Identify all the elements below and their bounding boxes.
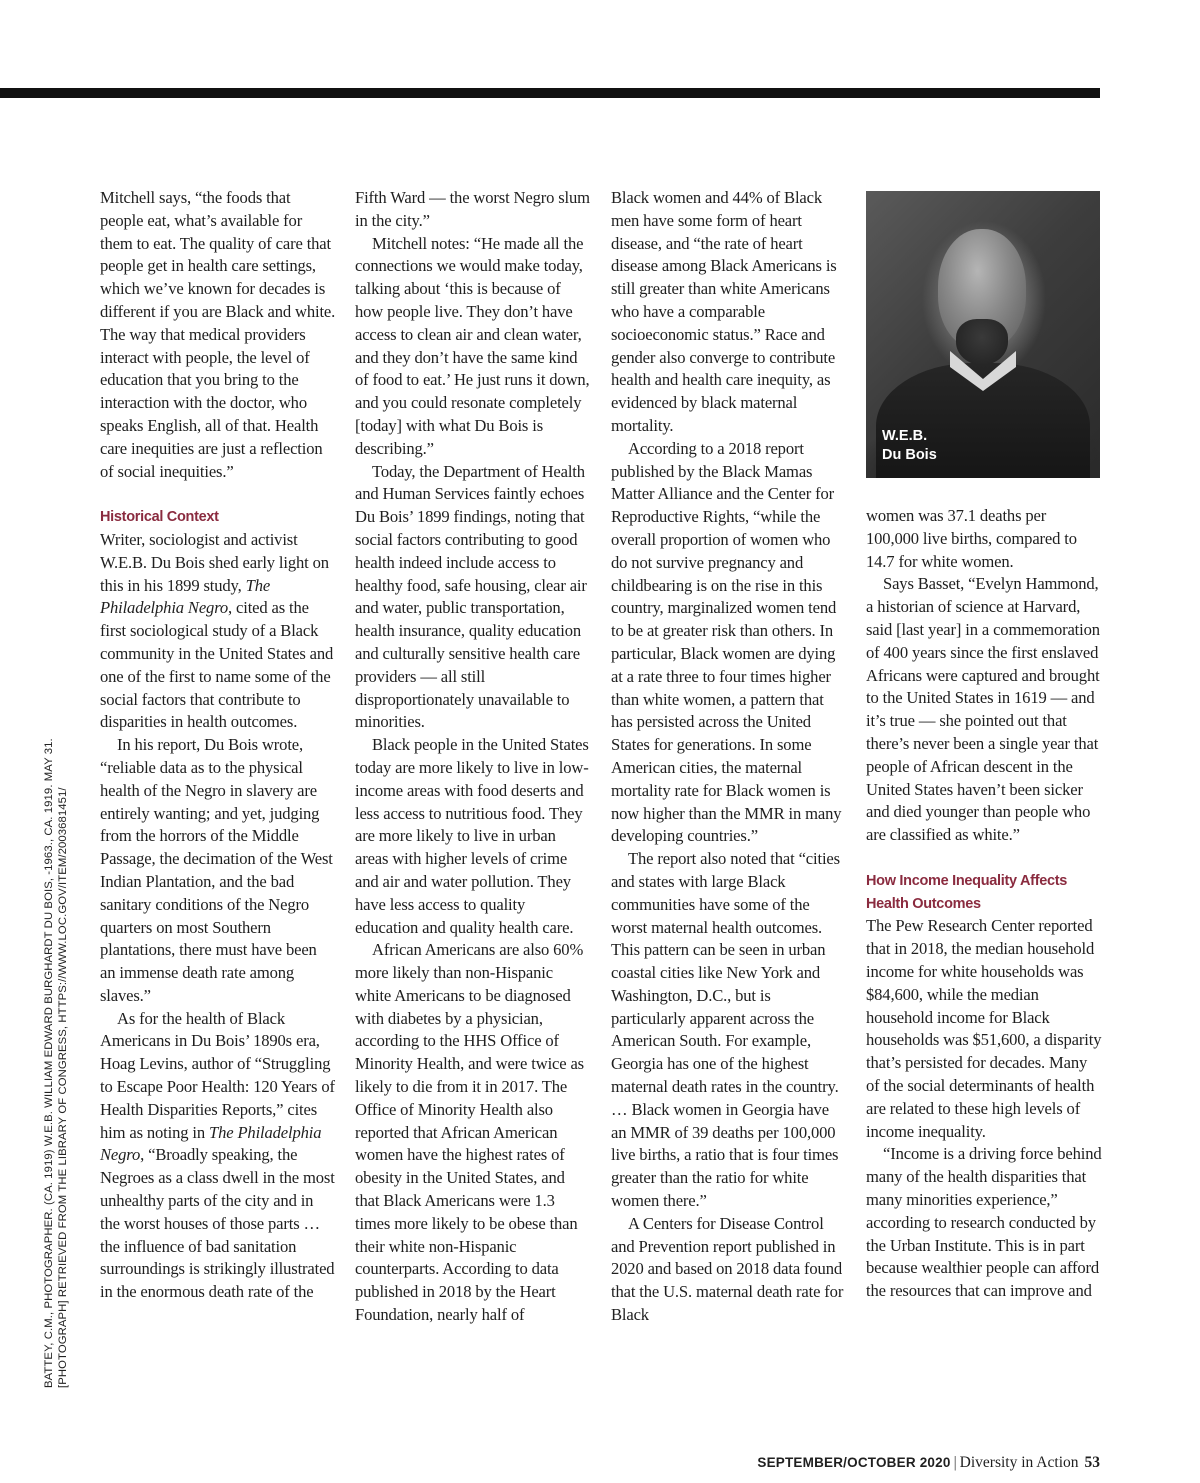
paragraph: Writer, sociologist and activist W.E.B. Du Bois shed early light on this in his 1899 study, The Philadelphia Negro, cited as the first sociological study of a Black community in the United States and one of the first to name some of the social factors that contribute to disparities in health outcomes. bbox=[100, 529, 334, 732]
subhead-income-inequality: How Income Inequality Affects Health Outcomes bbox=[866, 872, 1068, 912]
paragraph: As for the health of Black Americans in Du Bois’ 1890s era, Hoag Levins, author of “Struggling to Escape Poor Health: 120 Years of Health Disparities Reports,” cites him as noting in The Philadelphia Negro, “Broadly speaking, the Negroes as a class dwell in the most unhealthy parts of the city and in the worst houses of those parts … the influence of bad sanitation surroundings is strikingly illustrated in the enormous death rate of the bbox=[100, 1008, 335, 1302]
paragraph: Fifth Ward — the worst Negro slum in the city.” bbox=[355, 188, 590, 230]
paragraph: According to a 2018 report published by the Black Mamas Matter Alliance and the Center for Reproductive Rights, “while the overall proportion of women who do not survive pregnancy and childbearing is on the rise in this country, marginalized women tend to be at greater risk than others. In particular, Black women are dying at a rate three to four times higher than white women, a pattern that has persisted across the United States for generations. In some American cities, the maternal mortality rate for Black women is now higher than the MMR in many developing countries.” bbox=[611, 438, 842, 846]
paragraph: Says Basset, “Evelyn Hammond, a historian of science at Harvard, said [last year] in a commemoration of 400 years since the first enslaved Africans were captured and brought to the United States in 1619 — and it’s true — she pointed out that there’s never been a single year that people of African descent in the United States haven’t been sicker and died younger than people who are classified as white.” bbox=[866, 574, 1100, 845]
book-title: The Philadelphia Negro bbox=[100, 575, 271, 618]
page-number: 53 bbox=[1084, 1454, 1100, 1471]
paragraph: Mitchell notes: “He made all the connections we would make today, talking about ‘this is because of how people live. They don’t have access to clean air and clean water, and they don’t have the same kind of food to eat.’ He just runs it down, and you could resonate completely [today] with what Du Bois is describing.” bbox=[355, 233, 590, 458]
article-column-2 bbox=[355, 187, 591, 1327]
photo-credit-line-2: [PHOTOGRAPH] RETRIEVED FROM THE LIBRARY OF CONGRESS, HTTPS://WWW.LOC.GOV/ITEM/2003681451/ bbox=[57, 787, 69, 1388]
photo-credit bbox=[42, 728, 70, 1388]
paragraph: African Americans are also 60% more likely than non-Hispanic white Americans to be diagnosed with diabetes by a physician, according to the HHS Office of Minority Health, and were twice as likely to die from it in 2017. The Office of Minority Health also reported that African American women have the highest rates of obesity in the United States, and that Black Americans were 1.3 times more likely to be obese than their white non-Hispanic counterparts. According to data published in 2018 by the Heart Foundation, nearly half of bbox=[355, 940, 584, 1325]
article-column-3 bbox=[611, 187, 847, 1327]
paragraph: The report also noted that “cities and states with large Black communities have some of the worst maternal health outcomes. This pattern can be seen in urban coastal cities like New York and Washington, D.C., but is particularly apparent across the American South. For example, Georgia has one of the highest maternal death rates in the country. … Black women in Georgia have an MMR of 39 deaths per 100,000 live births, a ratio that is four times greater than the ratio for white women there.” bbox=[611, 849, 840, 1211]
paragraph: Black people in the United States today are more likely to live in low-income areas with food deserts and less access to nutritious food. They are more likely to live in urban areas with higher levels of crime and air and water pollution. They have less access to quality education and quality health care. bbox=[355, 735, 589, 937]
publication-name: Diversity in Action bbox=[959, 1454, 1079, 1471]
paragraph: women was 37.1 deaths per 100,000 live births, compared to 14.7 for white women. bbox=[866, 506, 1077, 571]
paragraph: In his report, Du Bois wrote, “reliable data as to the physical health of the Negro in slavery are entirely wanting; and yet, judging from the horrors of the Middle Passage, the decimation of the West Indian Plantation, and the bad sanitary conditions of the Negro quarters on most Southern plantations, there must have been an immense death rate among slaves.” bbox=[100, 735, 333, 1005]
paragraph: “Income is a driving force behind many of the health disparities that many minorities experience,” according to research conducted by the Urban Institute. This is in part because wealthier people can afford the resources that can improve and bbox=[866, 1144, 1102, 1301]
article-column-1 bbox=[100, 187, 336, 1304]
issue-date: SEPTEMBER/OCTOBER 2020 bbox=[757, 1455, 951, 1470]
paragraph: Today, the Department of Health and Human Services faintly echoes Du Bois’ 1899 findings, noting that social factors contributing to good health indeed include access to healthy food, safe housing, clear air and water, public transportation, health insurance, quality education and culturally sensitive health care providers — all still disproportionately unavailable to minorities. bbox=[355, 461, 587, 732]
top-rule bbox=[0, 88, 1100, 98]
book-title: The Philadelphia Negro bbox=[100, 1122, 322, 1165]
paragraph: Mitchell says, “the foods that people eat, what’s available for them to eat. The quality of care that people get in health care settings, which we’ve known for decades is different if you are Black and white. The way that medical providers interact with people, the level of education that you bring to the interaction with the doctor, who speaks English, all of that. Health care inequities are just a reflection of social inequities.” bbox=[100, 188, 336, 481]
photo-credit-line-1: BATTEY, C.M., PHOTOGRAPHER. (CA. 1919) W.E.B. WILLIAM EDWARD BURGHARDT DU BOIS, -1963., CA. 1919. MAY 31. bbox=[43, 738, 55, 1388]
du-bois-portrait-photo bbox=[866, 191, 1100, 478]
subhead-historical-context: Historical Context bbox=[100, 509, 219, 526]
photo-caption: W.E.B. Du Bois bbox=[882, 428, 937, 463]
paragraph: A Centers for Disease Control and Prevention report published in 2020 and based on 2018 data found that the U.S. maternal death rate for Black bbox=[611, 1213, 844, 1325]
page-footer bbox=[757, 1453, 1100, 1473]
footer-separator: | bbox=[953, 1454, 957, 1471]
article-column-4 bbox=[866, 505, 1102, 1303]
paragraph: Black women and 44% of Black men have some form of heart disease, and “the rate of heart disease among Black Americans is still greater than white Americans who have a comparable socioeconomic status.” Race and gender also converge to contribute health and health care inequity, as evidenced by black maternal mortality. bbox=[611, 188, 837, 435]
paragraph: The Pew Research Center reported that in 2018, the median household income for white households was $84,600, while the median household income for Black households was $51,600, a disparity that’s persisted for decades. Many of the social determinants of health are related to these high levels of income inequality. bbox=[866, 916, 1102, 1141]
